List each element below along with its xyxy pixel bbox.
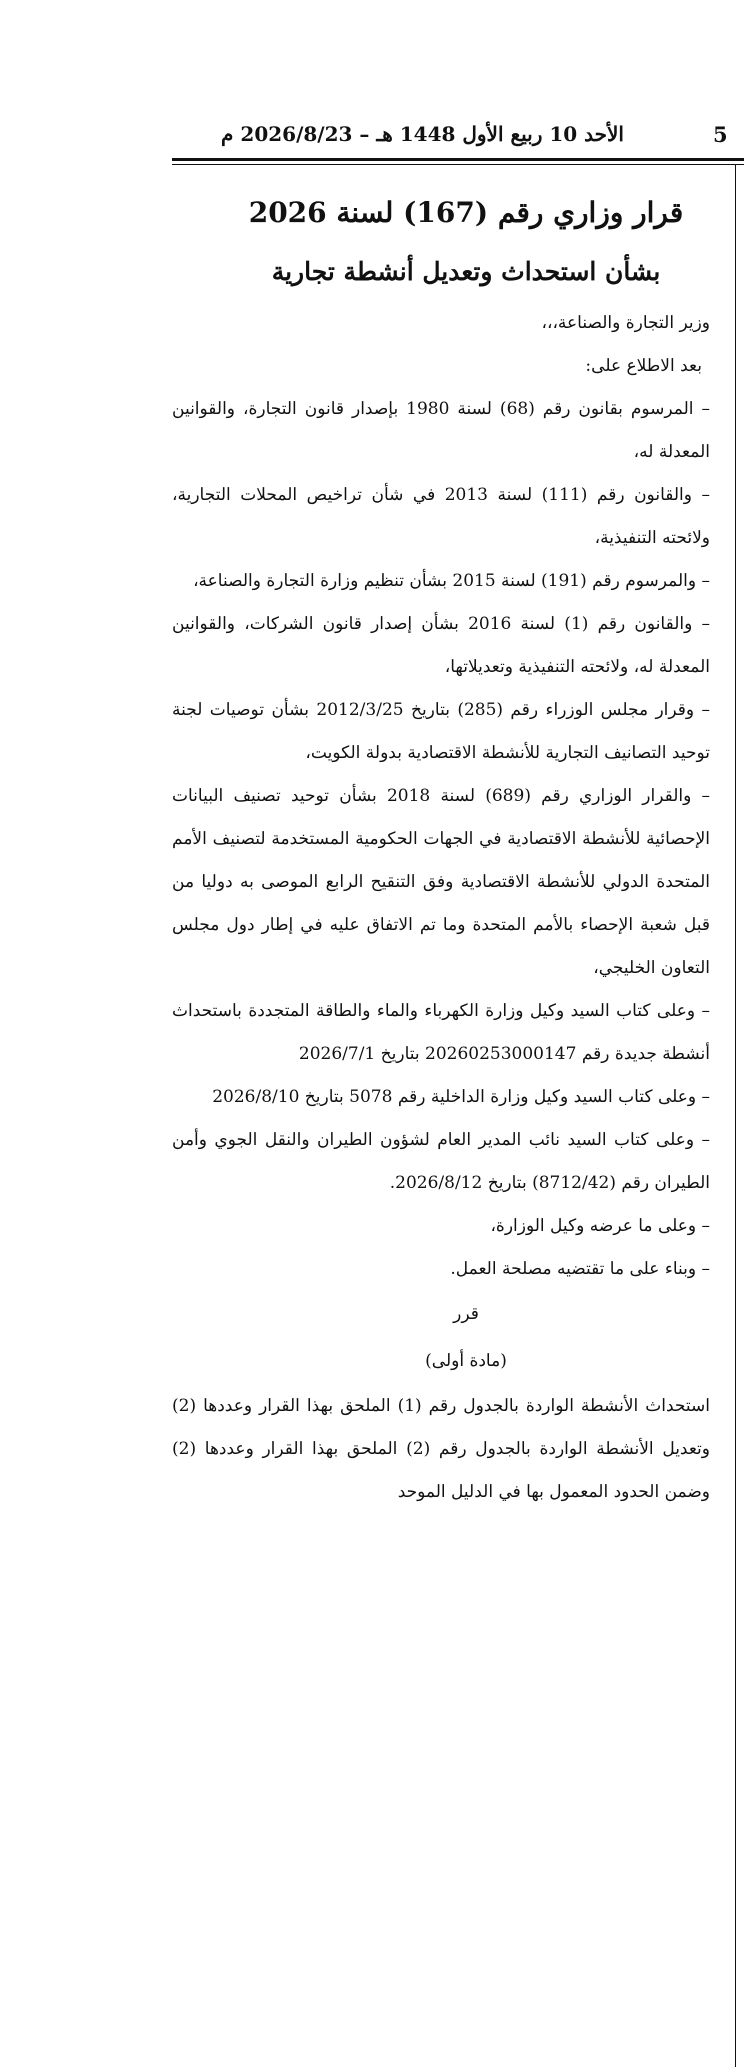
header-rule-thick <box>172 158 744 161</box>
article-one-heading: (مادة أولى) <box>425 1351 507 1371</box>
reference-item: – والمرسوم رقم (191) لسنة 2015 بشأن تنظيم وزارة التجارة والصناعة، <box>172 560 710 603</box>
decided-heading: قرر <box>453 1304 479 1324</box>
after-review-line: بعد الاطلاع على: <box>585 356 702 376</box>
gazette-date-line: الأحد 10 ربيع الأول 1448 هـ – 2026/8/23 م <box>221 122 624 146</box>
reference-item: – المرسوم بقانون رقم (68) لسنة 1980 بإصدار قانون التجارة، والقوانين المعدلة له، <box>172 388 710 474</box>
decision-title: قرار وزاري رقم (167) لسنة 2026 <box>248 196 684 229</box>
issuer-line: وزير التجارة والصناعة،،، <box>541 313 710 333</box>
reference-item: – والقانون رقم (111) لسنة 2013 في شأن تراخيص المحلات التجارية، ولائحته التنفيذية، <box>172 474 710 560</box>
reference-item: – والقانون رقم (1) لسنة 2016 بشأن إصدار قانون الشركات، والقوانين المعدلة له، ولائحته التنفيذية وتعديلاتها، <box>172 603 710 689</box>
reference-item: – وعلى ما عرضه وكيل الوزارة، <box>172 1205 710 1248</box>
column-rule <box>735 164 736 2067</box>
page-number: 5 <box>713 122 728 147</box>
reference-item: – وعلى كتاب السيد نائب المدير العام لشؤون الطيران والنقل الجوي وأمن الطيران رقم (8712/42) بتاريخ 2026/8/12. <box>172 1119 710 1205</box>
reference-item: – وبناء على ما تقتضيه مصلحة العمل. <box>172 1248 710 1291</box>
header-rule-thin <box>172 164 744 165</box>
reference-item: – وعلى كتاب السيد وكيل وزارة الكهرباء والماء والطاقة المتجددة باستحداث أنشطة جديدة رقم 20260253000147 بتاريخ 2026/7/1 <box>172 990 710 1076</box>
decision-body <box>172 180 710 1514</box>
reference-item: – وعلى كتاب السيد وكيل وزارة الداخلية رقم 5078 بتاريخ 2026/8/10 <box>172 1076 710 1119</box>
reference-item: – والقرار الوزاري رقم (689) لسنة 2018 بشأن توحيد تصنيف البيانات الإحصائية للأنشطة الاقتصادية في الجهات الحكومية المستخدمة لتصنيف الأمم المتحدة الدولي للأنشطة الاقتصادية وفق التنقيح الرابع الموصى به دوليا من قبل شعبة الإحصاء بالأمم المتحدة وما تم الاتفاق عليه في إطار دول مجلس التعاون الخليجي، <box>172 775 710 990</box>
decision-subtitle: بشأن استحداث وتعديل أنشطة تجارية <box>271 257 661 286</box>
article-one-text: استحداث الأنشطة الواردة بالجدول رقم (1) الملحق بهذا القرار وعددها (2) وتعديل الأنشطة الواردة بالجدول رقم (2) الملحق بهذا القرار وعددها (2) وضمن الحدود المعمول بها في الدليل الموحد <box>172 1396 710 1502</box>
reference-item: – وقرار مجلس الوزراء رقم (285) بتاريخ 2012/3/25 بشأن توصيات لجنة توحيد التصانيف التجارية للأنشطة الاقتصادية بدولة الكويت، <box>172 689 710 775</box>
